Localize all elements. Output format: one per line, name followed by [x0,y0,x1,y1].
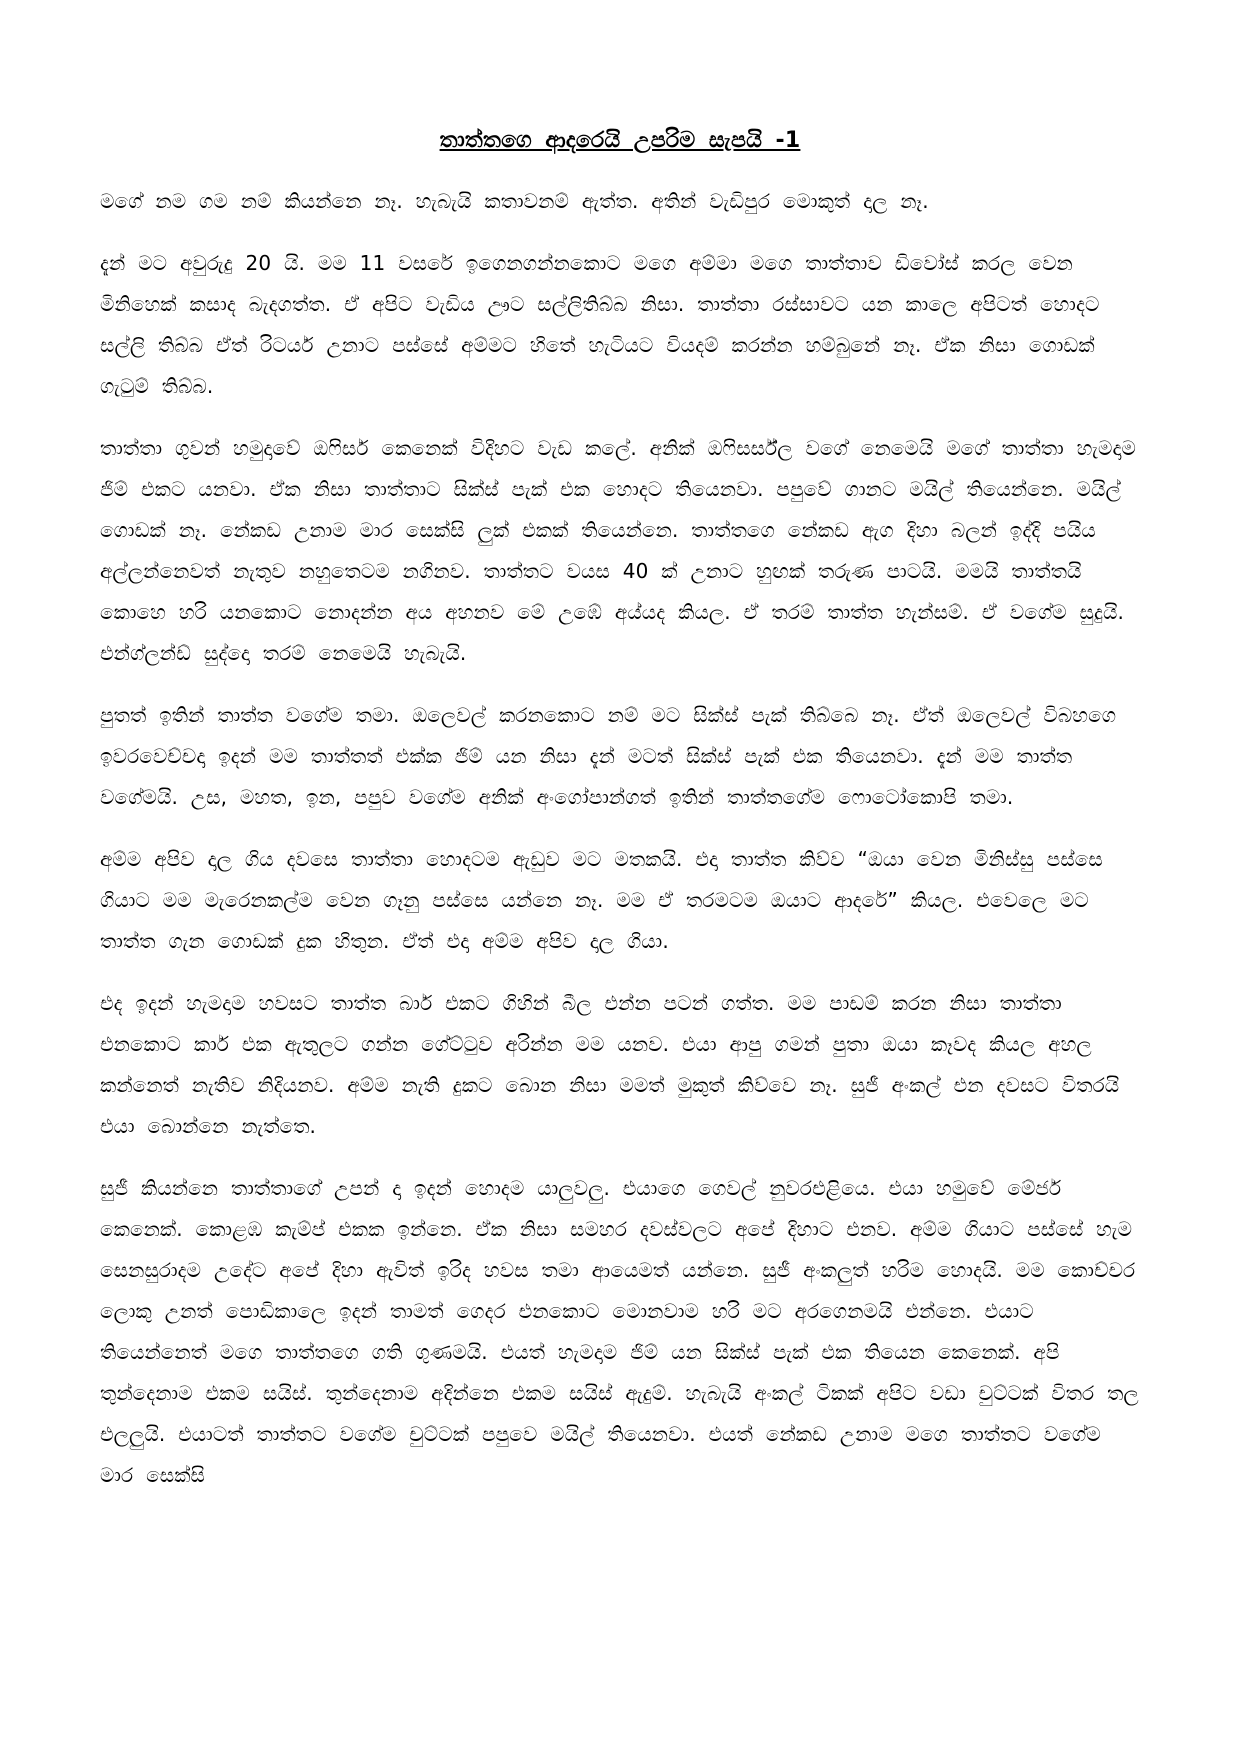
paragraph-2: දැන් මට අවුරුදු 20 යි. මම 11 වසරේ ඉගෙනගන්නකොට මගෙ අම්මා මගෙ තාත්තාව ඩිවෝස් කරල වෙන මිනිහෙක් කසාද බැදගත්ත. ඒ අපිට වැඩිය ඌට සල්ලිතිබ්බ නිසා. තාත්තා රස්සාවට යන කාලෙ අපිටත් හොදට සල්ලි තිබ්බ ඒත් රිටයර් උනාට පස්සේ අම්මට හිතේ හැටියට වියදම් කරන්න හම්බුනේ නෑ. ඒක නිසා ගොඩක් ගැටුම් තිබ්බ. [100,251,1100,398]
paragraph-5: අම්ම අපිව දාල ගිය දවසෙ තාත්තා හොදටම ඇඩුව මට මතකයි. එදා තාත්ත කිව්ව “ඔයා වෙන මිනිස්සු පස්සෙ ගියාට මම මැරෙනකල්ම වෙන ගෑනු පස්සෙ යන්නෙ නෑ. මම ඒ තරමටම ඔයාට ආදරේ” කියල. එවෙලෙ මට තාත්ත ගැන ගොඩක් දුක හිතුන. ඒත් එදා අම්ම අපිව දාල ගියා. [100,847,1103,953]
paragraph-4: පුතත් ඉතින් තාත්ත වගේම තමා. ඔලෙවල් කරනකොට නම් මට සික්ස් පැක් තිබ්බෙ නෑ. ඒත් ඔලෙවල් විබහගෙ ඉවරවෙච්චදා ඉදන් මම තාත්තත් එක්ක ජිම් යන නිසා දැන් මටත් සික්ස් පැක් එක තියෙනවා. දැන් මම තාත්ත වගේමයි. උස, මහත, ඉන, පපුව වගේම අනික් අංගෝපාන්ගත් ඉතින් තාත්තගේම ෆොටෝකොපි තමා. [100,703,1117,809]
paragraph-1: මගේ නම ගම නම් කියන්නෙ නෑ. හැබැයි කතාවනම් ඇත්ත. අතින් වැඩිපුර මොකුත් දාල නෑ. [100,189,929,213]
page-title: තාත්තගෙ ආදරෙයි උපරිම සැපයි -1 [439,128,801,153]
paragraph-7: සුජී කියන්නෙ තාත්තාගේ උපන් දා ඉදන් හොදම යාලුවලු. එයාගෙ ගෙවල් නුවරඑළියෙ. එයා හමුවේ මේජර් කෙනෙක්. කොළඹ කැම්ප් එකක ඉන්නෙ. ඒක නිසා සමහර දවස්වලට අපේ දිහාට එනව. අම්ම ගියාට පස්සේ හැම සෙනසුරාදම උදේට අපේ දිහා ඇවිත් ඉරිද හවස තමා ආයෙමත් යන්නෙ. සුජී අංකලුත් හරිම හොදයි. මම කොච්චර ලොකු උනත් පොඩිකාලෙ ඉදන් තාමත් ගෙදර එනකොට මොනවාම හරි මට අරගෙනමයි එන්නෙ. එයාට තියෙන්නෙත් මගෙ තාත්තගෙ ගති ගුණමයි. එයත් හැමදාම ජිම් යන සික්ස් පැක් එක තියෙන කෙනෙක්. අපි තුන්දෙනාම එකම සයිස්. තුන්දෙනාම අදින්නෙ එකම සයිස් ඇදුම්. හැබැයි අංකල් ටිකක් අපිට වඩා චුට්ටක් විතර තල එලලුයි. එයාටත් තාත්තට වගේම චුට්ටක් පපුවෙ මයිල් තියෙනවා. එයත් නේකඩ උනාම මගෙ තාත්තට වගේම මාර සෙක්සි [100,1176,1139,1487]
paragraph-6: එද ඉදන් හැමදාම හවසට තාත්ත බාර් එකට ගිහින් බීල එන්න පටන් ගත්ත. මම පාඩම් කරන නිසා තාත්තා එනකොට කාර් එක ඇතුලට ගන්න ගේට්ටුව අරින්න මම යනව. එයා ආපු ගමන් පුතා ඔයා කෑවද කියල අහල කන්නෙත් නැතිව නිදියනව. අම්ම නැති දුකට බොන නිසා මමත් මුකුත් කිව්වෙ නෑ. සුජී අංකල් එන දවසට විතරයි එයා බොන්නෙ නැත්තෙ. [100,991,1120,1138]
paragraph-3: තාත්තා ගුවන් හමුදාවේ ඔෆිසර් කෙනෙක් විදිහට වැඩ කලේ. අනික් ඔෆිසර්ස්ල වගේ නෙමෙයි මගේ තාත්තා හැමදාම ජිම් එකට යනවා. ඒක නිසා තාත්තාට සික්ස් පැක් එක හොදට තියෙනවා. පපුවේ ගානට මයිල් තියෙන්නෙ. මයිල් ගොඩක් නෑ. නේකඩ උනාම මාර සෙක්සි ලුක් එකක් තියෙන්නෙ. තාත්තගෙ නේකඩ ඇග දිහා බලන් ඉද්දි පයිය අල්ලන්නෙවත් නැතුව නහුතෙටම නගිනව. තාත්තට වයස 40 ක් උනාට හුඟක් තරුණ පාටයි. මමයි තාත්තයි කොහෙ හරි යනකොට නොදන්න අය අහනව මේ උඹේ අය්යද කියල. ඒ තරම් තාත්ත හැන්සම්. ඒ වගේම සුදුයි. එන්ග්ලන්ඩ් සුද්දො තරම් නෙමෙයි හැබැයි. [100,436,1136,665]
